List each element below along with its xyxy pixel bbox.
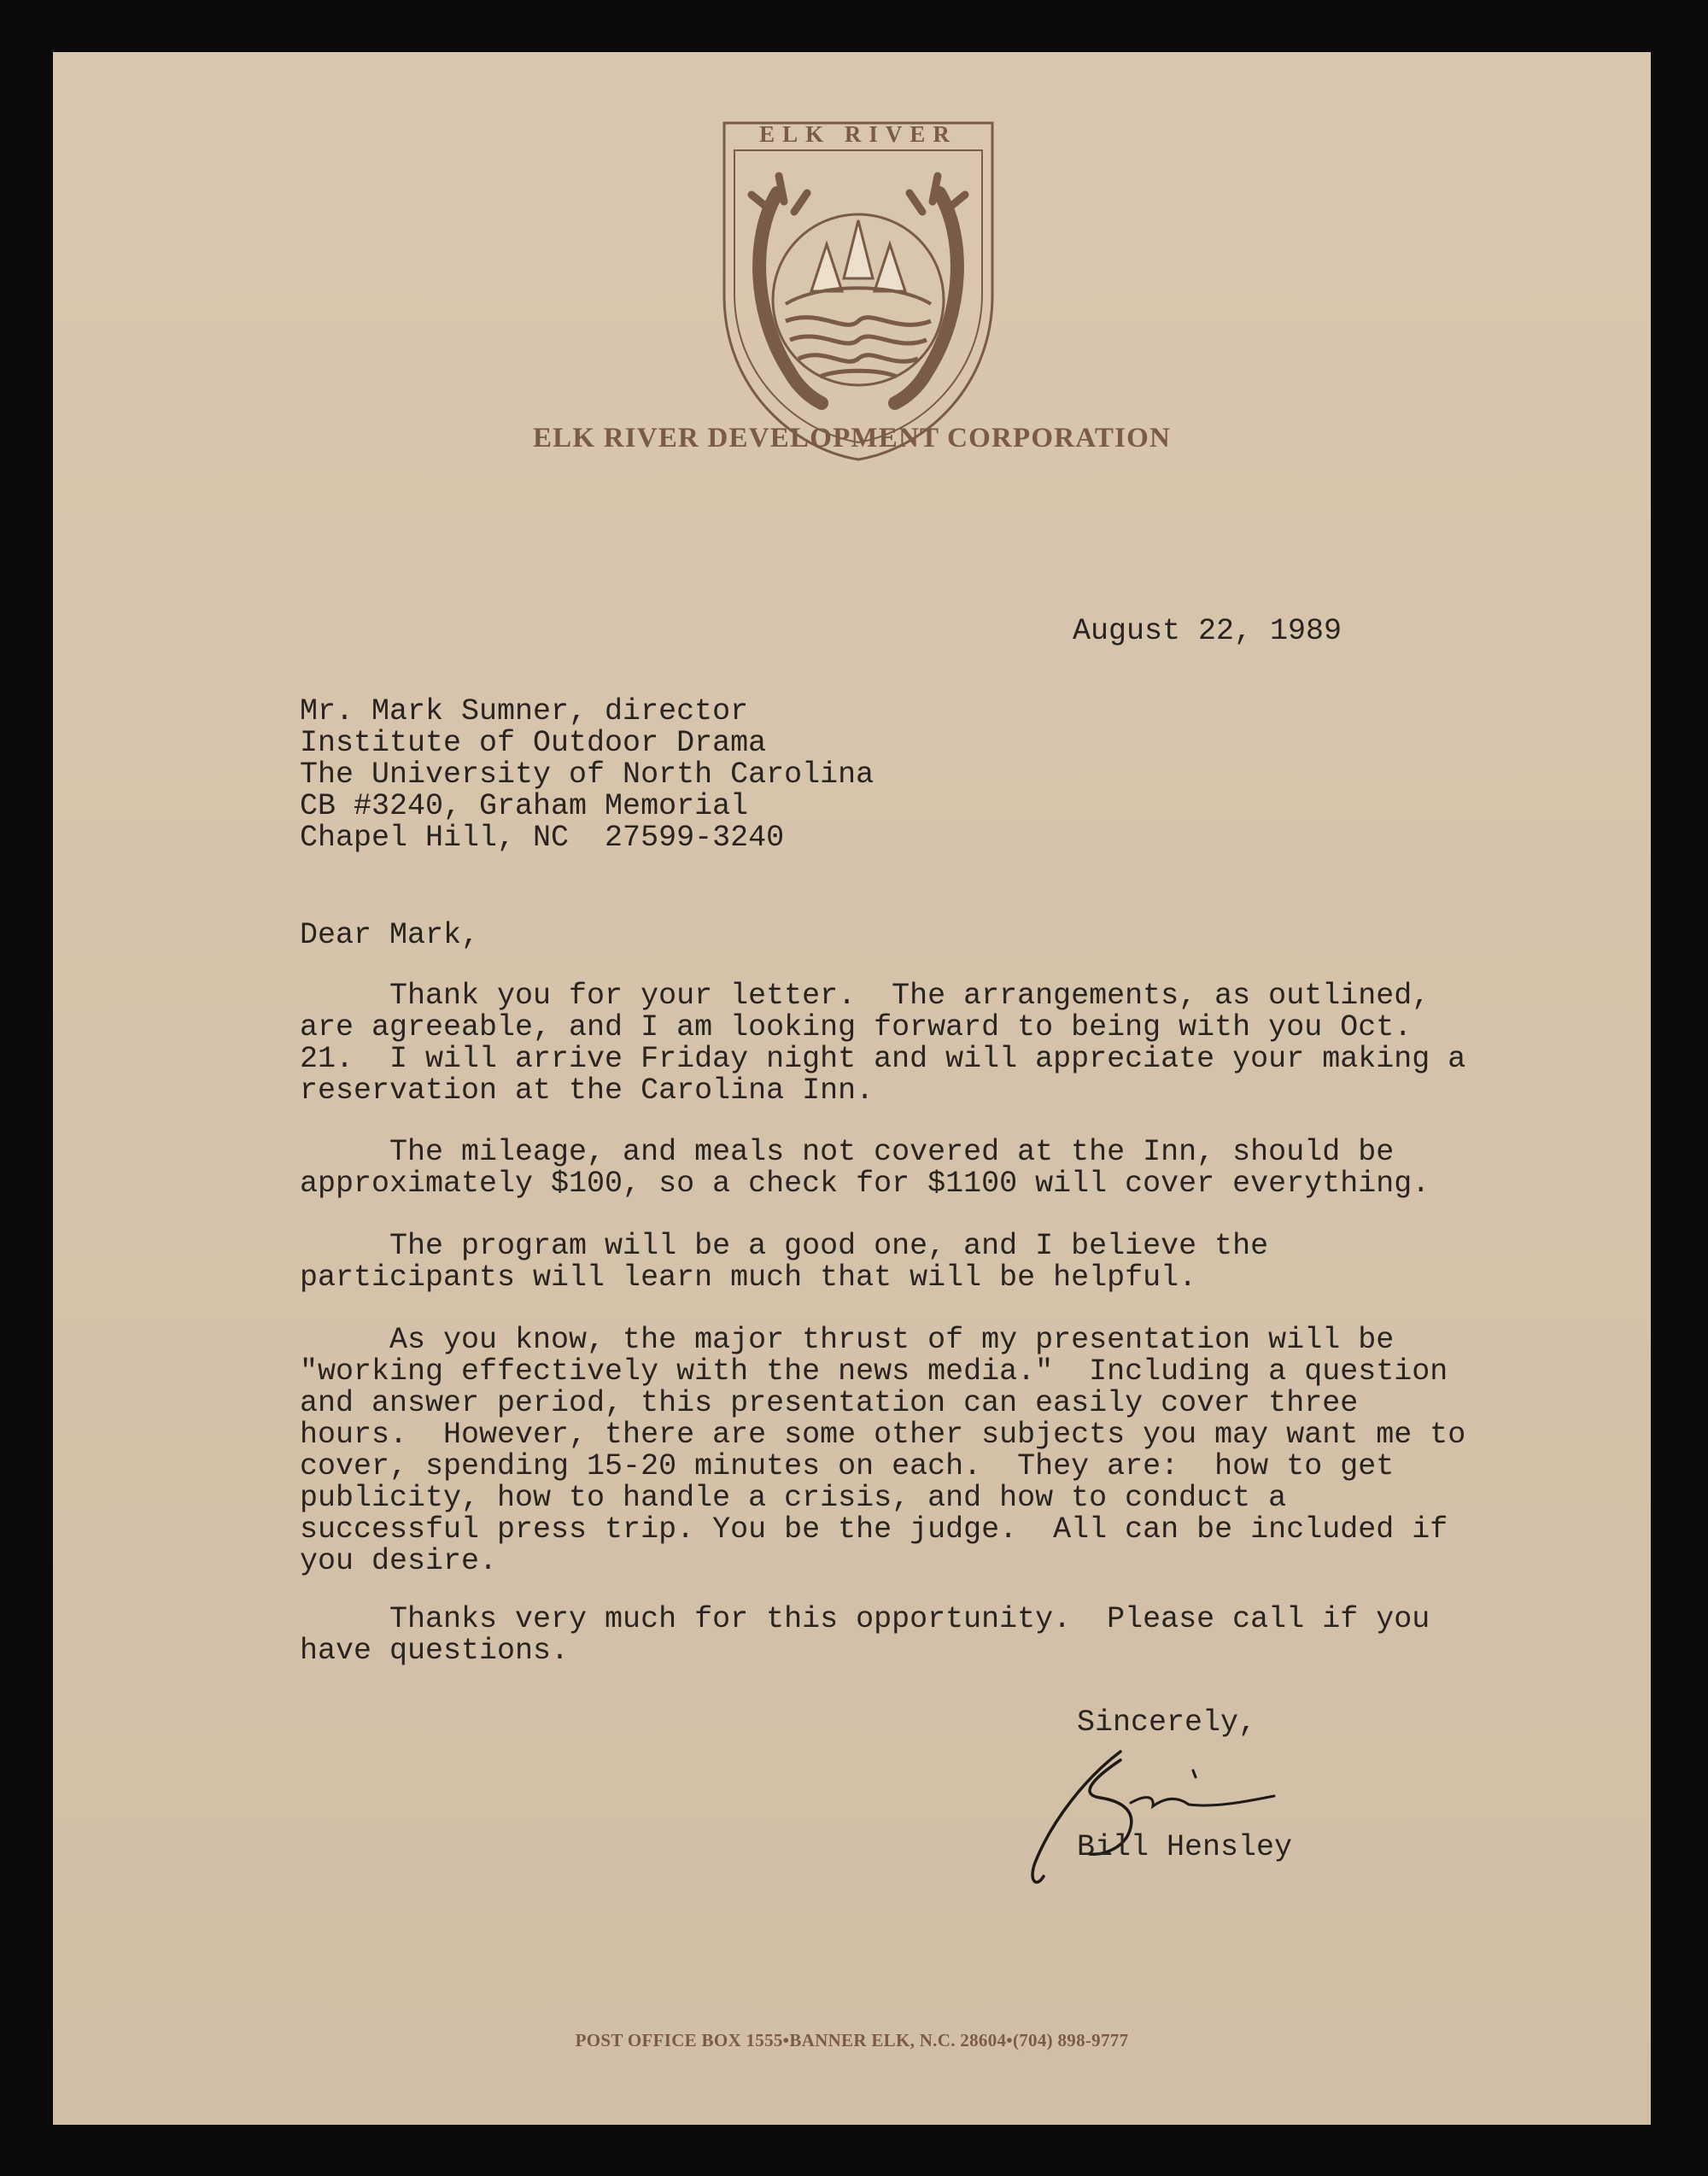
letter-date: August 22, 1989 [1073,614,1342,648]
body-paragraph [300,1604,1430,1667]
address-line: The University of North Carolina [300,758,874,792]
address-line: CB #3240, Graham Memorial [300,789,749,823]
text-line: have questions. [300,1634,570,1668]
text-line: As you know, the major thrust of my presentation will be [300,1323,1395,1357]
recipient-address [300,696,874,854]
text-line: successful press trip. You be the judge. All can be included if [300,1512,1448,1547]
text-line: reservation at the Carolina Inn. [300,1073,874,1108]
company-name: ELK RIVER DEVELOPMENT CORPORATION [532,423,1172,453]
text-line: and answer period, this presentation can easily cover three [300,1386,1359,1420]
text-line: 21. I will arrive Friday night and will appreciate your making a [300,1042,1466,1076]
closing: Sincerely, [1077,1705,1257,1740]
text-line: you desire. [300,1544,498,1578]
text-line: are agreeable, and I am looking forward to being with you Oct. [300,1010,1413,1044]
text-line: Thanks very much for this opportunity. Please call if you [300,1602,1430,1636]
handwritten-signature [1018,1726,1325,1897]
text-line: Thank you for your letter. The arrangements, as outlined, [300,979,1430,1013]
svg-text:ELK RIVER: ELK RIVER [759,121,957,147]
signer-name: Bill Hensley [1077,1830,1293,1864]
body-paragraph [300,1231,1268,1294]
body-paragraph [300,1137,1430,1200]
letterhead-footer: POST OFFICE BOX 1555•BANNER ELK, N.C. 28604•(704) 898-9777 [575,2030,1129,2050]
text-line: approximately $100, so a check for $1100 will cover everything. [300,1167,1430,1201]
text-line: The mileage, and meals not covered at the Inn, should be [300,1135,1395,1169]
text-line: hours. However, there are some other subjects you may want me to [300,1418,1466,1452]
body-paragraph [300,1325,1465,1577]
address-line: Chapel Hill, NC 27599-3240 [300,821,785,855]
elk-river-crest-logo [717,116,999,466]
text-line: "working effectively with the news media." Including a question [300,1354,1448,1389]
text-line: cover, spending 15-20 minutes on each. They are: how to get [300,1449,1395,1483]
letter-page [53,52,1651,2125]
salutation: Dear Mark, [300,918,480,952]
text-line: participants will learn much that will be helpful. [300,1261,1197,1295]
body-paragraph [300,980,1465,1107]
address-line: Mr. Mark Sumner, director [300,694,749,728]
address-line: Institute of Outdoor Drama [300,726,767,760]
text-line: publicity, how to handle a crisis, and how to conduct a [300,1481,1287,1515]
text-line: The program will be a good one, and I believe the [300,1229,1269,1263]
